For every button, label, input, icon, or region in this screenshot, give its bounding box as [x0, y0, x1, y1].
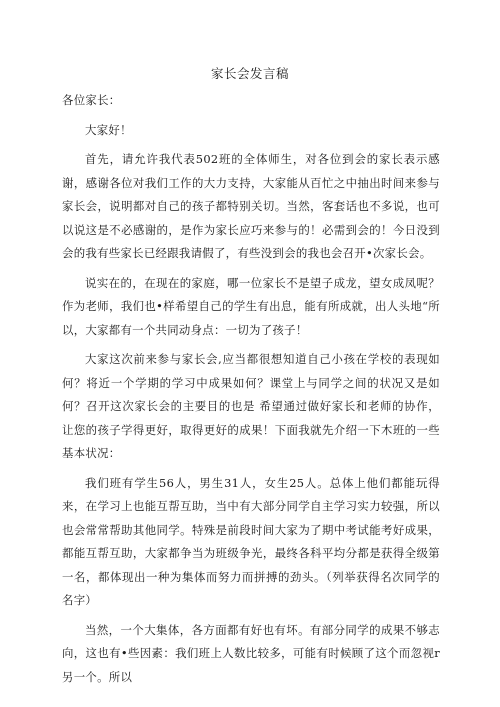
paragraph: 我们班有学生56人，男生31人，女生25人。总体上他们都能玩得来，在学习上也能互帮互助，当中有大部分同学自主学习实力较强，所以也会常常帮助其他同学。特殊是前段时间大家为了期中考试能考好成果，都能互帮互助，大家都争当为班级争光，最终各科平均分都是获得全级第一名，都体现出一种为集体而努力而拼搏的劲头。（列举获得名次同学的名字） — [62, 475, 440, 607]
paragraph: 当然，一个大集体，各方面都有好也有坏。有部分同学的成果不够志向，这也有•些因素：我们班上人数比较多，可能有时候顾了这个而忽视r另一个。所以 — [62, 622, 440, 684]
salutation: 各位家长： — [62, 93, 121, 107]
paragraph: 首先，请允许我代表502班的全体师生，对各位到会的家长表示感谢，感谢各位对我们工作的大力支持，大家能从百忙之中抽出时间来参与家长会，说明都对自己的孩子都特别关切。当然，客套话也不多说，也可以说这是不必感谢的，是作为家长应巧来参与的！必需到会的！今日没到会的我有些家长已经跟我请假了，有些没到会的我也会召开•次家长会。 — [62, 152, 440, 260]
paragraph: 大家这次前来参与家长会,应当都很想知道自己小孩在学校的表现如何？将近一个学期的学习中成果如何？课堂上与同学之间的状况又是如何？召开这次家长会的主要目的也是 希望通过做好家长和老师的协作，让您的孩子学得更好，取得更好的成果！下面我就先介绍一下木班的一些基本状况： — [62, 352, 440, 460]
document-body — [62, 89, 440, 689]
document-title: 家长会发言稿 — [210, 66, 289, 81]
paragraph: 说实在的，在现在的家庭，哪一位家长不是望子成龙，望女成凤呢？作为老师，我们也•样希望自己的学生有出息，能有所成就，出人头地“所以，大家都有一个共同动身点：一切为了孩子！ — [62, 275, 440, 337]
paragraph-greeting: 大家好！ — [85, 122, 132, 137]
